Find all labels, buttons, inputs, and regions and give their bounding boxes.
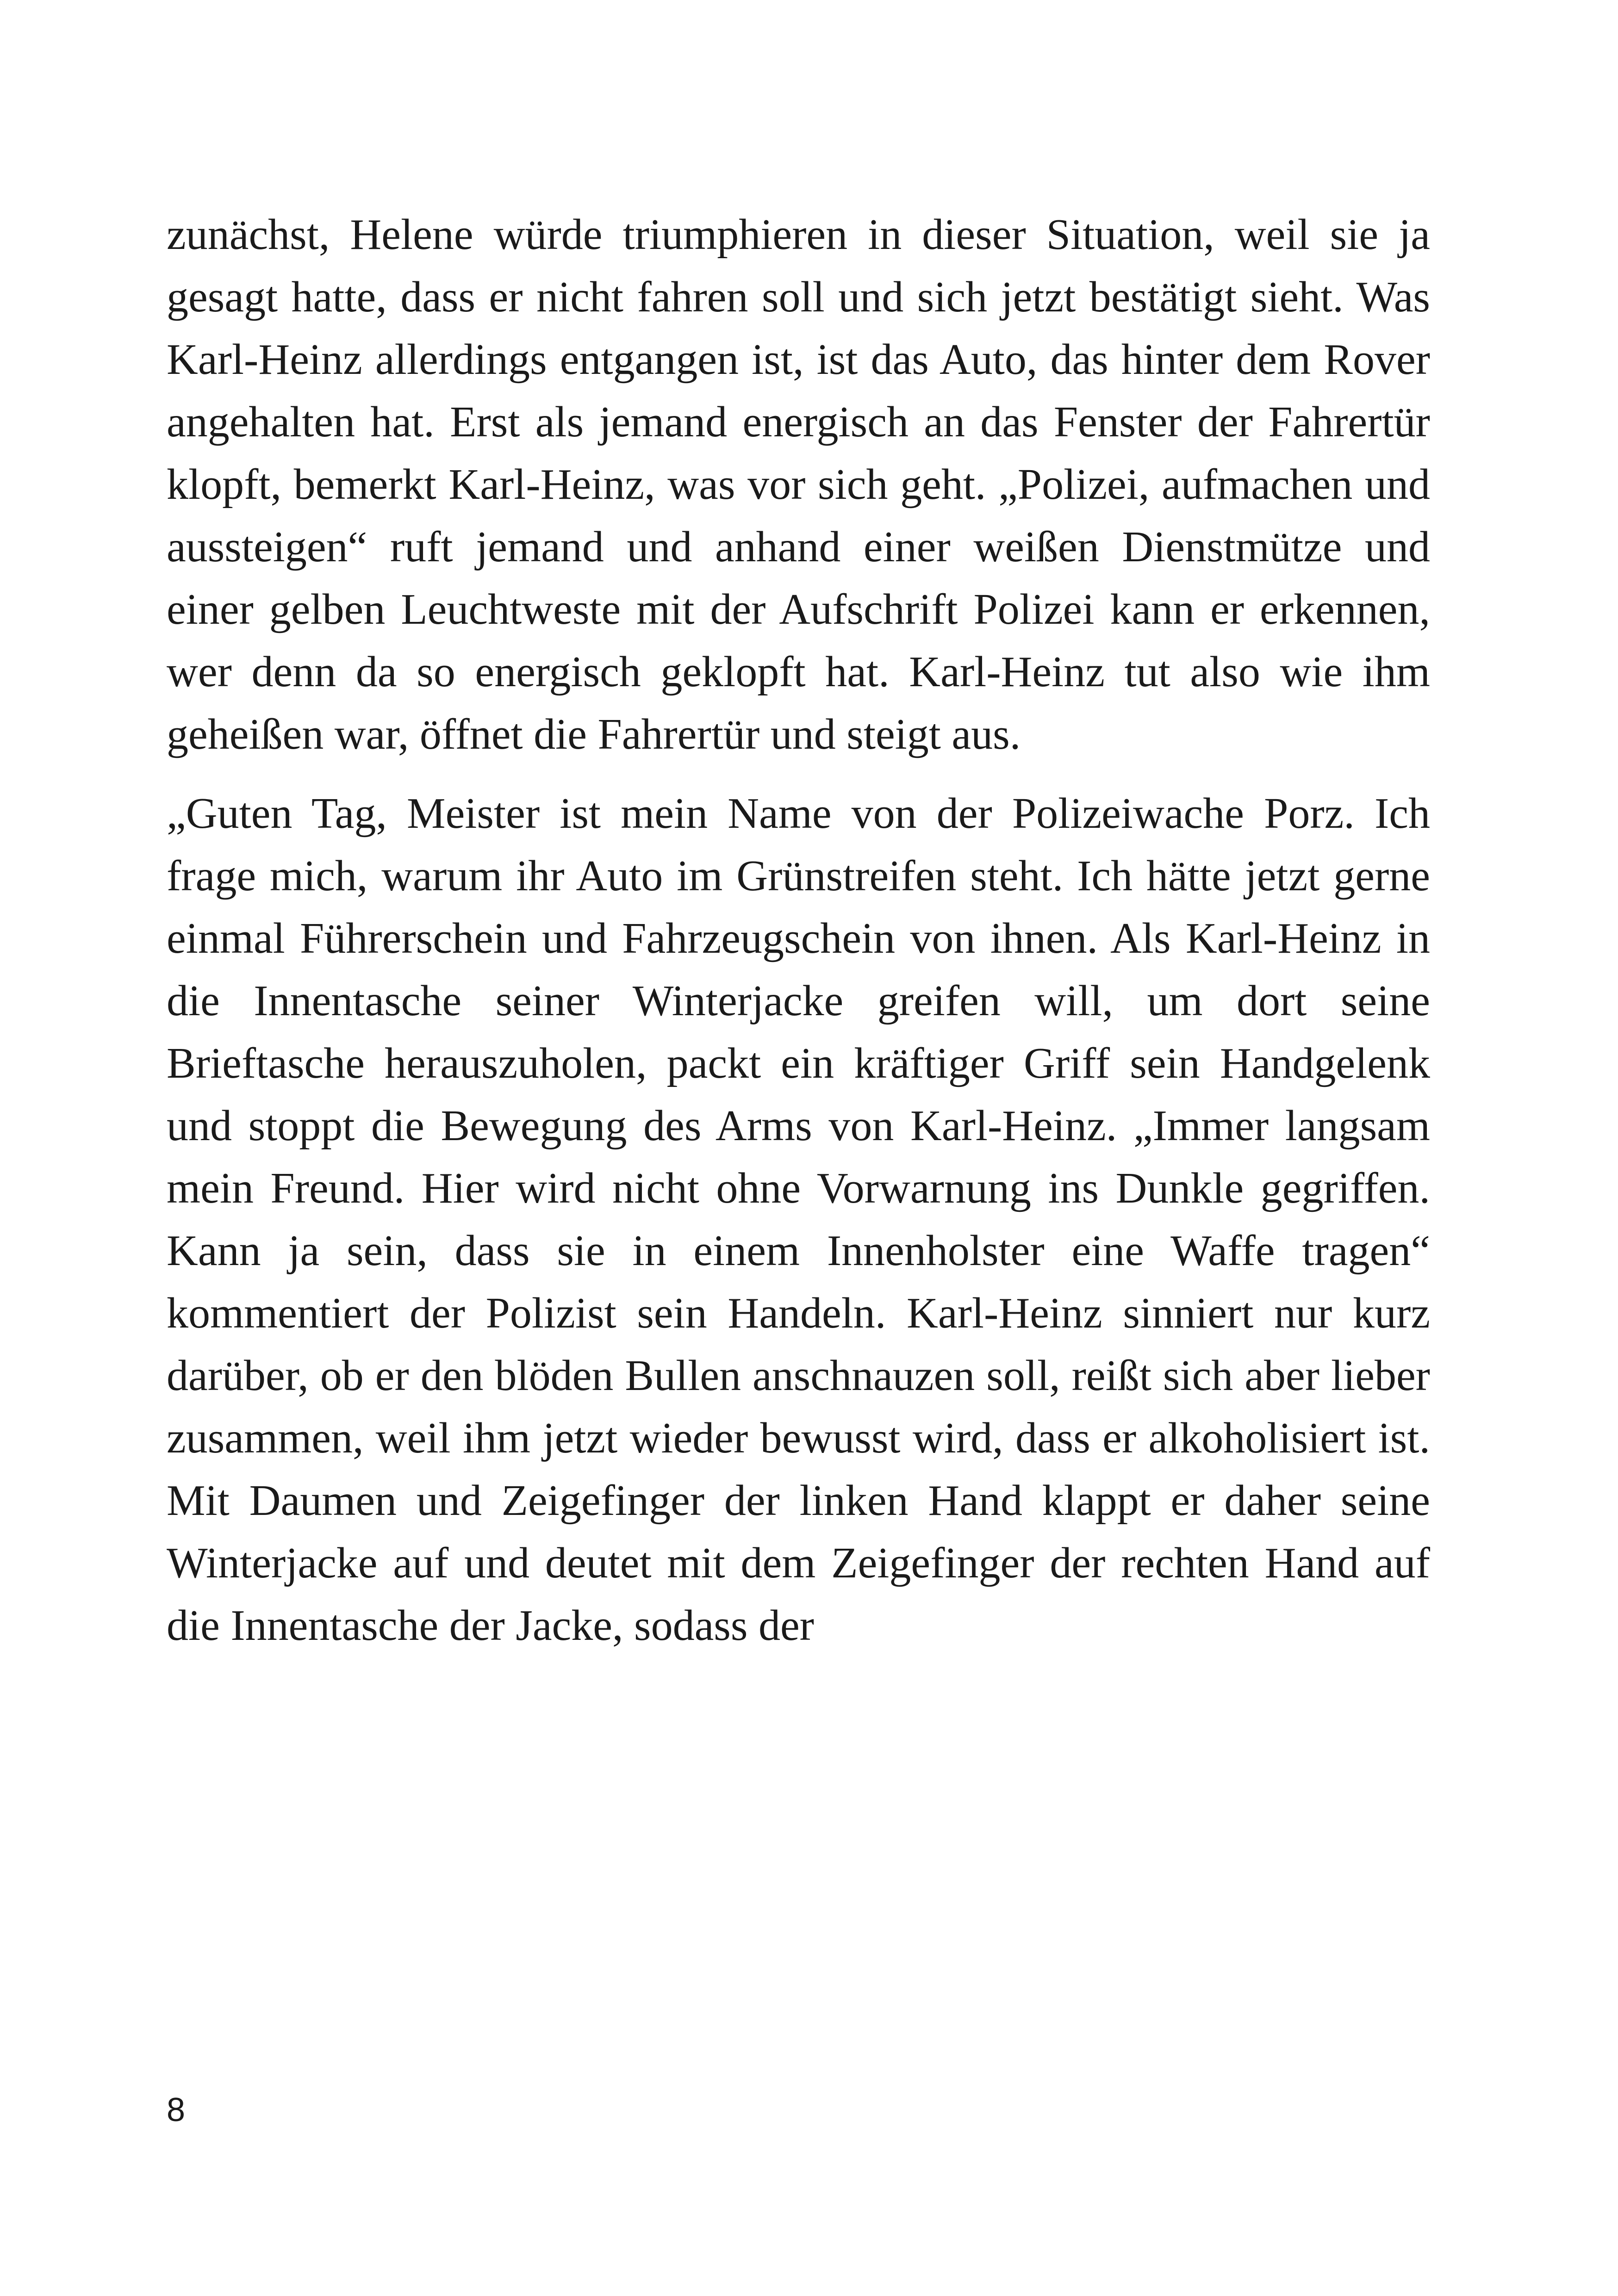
paragraph: zunächst, Helene würde triumphieren in dieser Situation, weil sie ja gesagt hatte, dass er nicht fahren soll und sich jetzt bestätigt sieht. Was Karl-Heinz allerdings entgangen ist, ist das Auto, das hinter dem Rover angehalten hat. Erst als jemand energisch an das Fenster der Fahrertür klopft, bemerkt Karl-Heinz, was vor sich geht. „Polizei, aufmachen und aussteigen“ ruft jemand und anhand einer weißen Dienstmütze und einer gelben Leuchtweste mit der Aufschrift Polizei kann er erkennen, wer denn da so energisch geklopft hat. Karl-Heinz tut also wie ihm geheißen war, öffnet die Fahrertür und steigt aus. bbox=[167, 211, 1430, 758]
paragraph: „Guten Tag, Meister ist mein Name von der Polizeiwache Porz. Ich frage mich, warum ihr Auto im Grünstreifen steht. Ich hätte jetzt gerne einmal Führerschein und Fahrzeugschein von ihnen. Als Karl-Heinz in die Innentasche seiner Winterjacke greifen will, um dort seine Brieftasche herauszuholen, packt ein kräftiger Griff sein Handgelenk und stoppt die Bewegung des Arms von Karl-Heinz. „Immer langsam mein Freund. Hier wird nicht ohne Vorwarnung ins Dunkle gegriffen. Kann ja sein, dass sie in einem Innenholster eine Waffe tragen“ kommentiert der Polizist sein Handeln. Karl-Heinz sinniert nur kurz darüber, ob er den blöden Bullen anschnauzen soll, reißt sich aber lieber zusammen, weil ihm jetzt wieder bewusst wird, dass er alkoholisiert ist. Mit Daumen und Zeigefinger der linken Hand klappt er daher seine Winterjacke auf und deutet mit dem Zeigefinger der rechten Hand auf die Innentasche der Jacke, sodass der bbox=[167, 789, 1430, 1650]
body-text bbox=[167, 204, 1430, 1657]
page-number: 8 bbox=[167, 2091, 186, 2128]
